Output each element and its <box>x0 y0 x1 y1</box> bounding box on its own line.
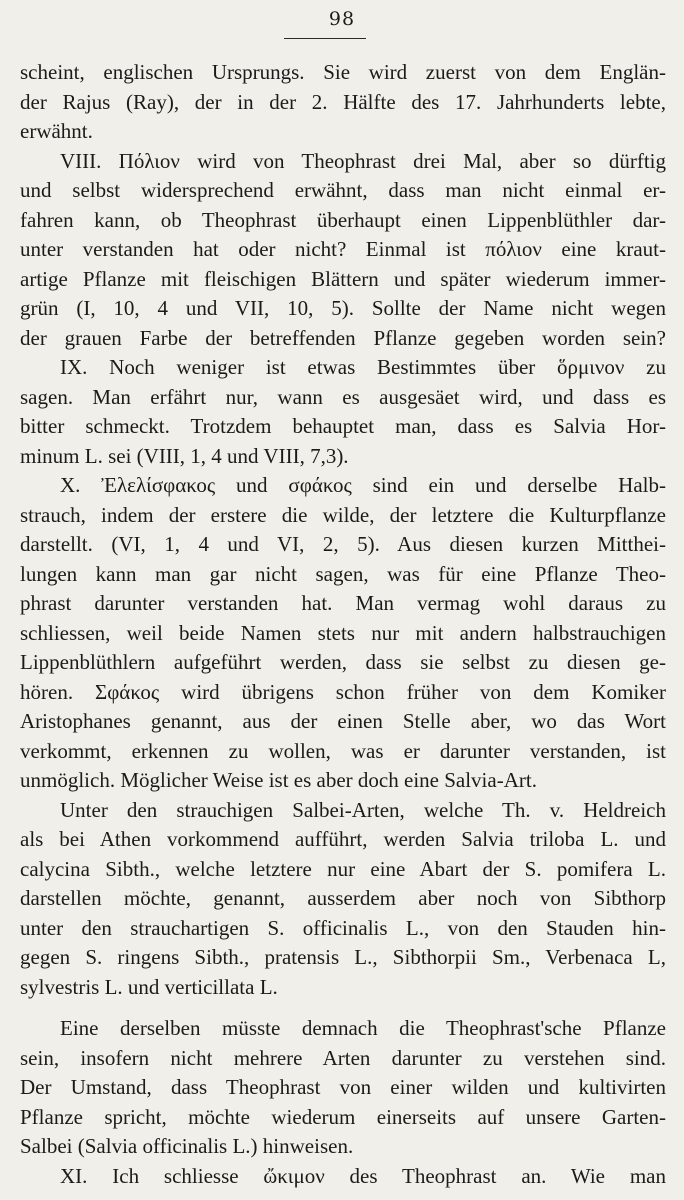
paragraph-gap <box>20 1002 666 1014</box>
text-line: phrast darunter verstanden hat. Man vermag wohl daraus zu <box>20 591 666 615</box>
body-text <box>20 58 666 1191</box>
text-line: grün (I, 10, 4 und VII, 10, 5). Sollte der Name nicht wegen <box>20 296 666 320</box>
text-line: bitter schmeckt. Trotzdem behauptet man, dass es Salvia Hor- <box>20 414 666 438</box>
text-line: strauch, indem der erstere die wilde, der letztere die Kulturpflanze <box>20 502 666 527</box>
text-line: unter verstanden hat oder nicht? Einmal ist πόλιον eine kraut- <box>20 237 666 261</box>
text-line: darstellen möchte, genannt, ausserdem aber noch von Sibthorp <box>20 886 666 910</box>
text-line: fahren kann, ob Theophrast überhaupt einen Lippenblüthler dar- <box>20 207 666 232</box>
text-line: hören. Σφάκος wird übrigens schon früher von dem Komiker <box>20 679 666 704</box>
text-line: IX. Noch weniger ist etwas Bestimmtes über ὅρμινον zu <box>60 355 666 379</box>
text-line: Aristophanes genannt, aus der einen Stelle aber, wo das Wort <box>20 709 666 733</box>
text-line: unmöglich. Möglicher Weise ist es aber doch eine Salvia-Art. <box>20 768 537 792</box>
text-line: Pflanze spricht, möchte wiederum einerseits auf unsere Garten- <box>20 1104 666 1129</box>
text-line: XI. Ich schliesse ὤκιμον des Theophrast an. Wie man <box>60 1163 666 1188</box>
text-line: gegen S. ringens Sibth., pratensis L., Sibthorpii Sm., Verbenaca L, <box>20 945 666 969</box>
text-line: calycina Sibth., welche letztere nur eine Abart der S. pomifera L. <box>20 856 666 881</box>
text-line: sein, insofern nicht mehrere Arten darunter zu verstehen sind. <box>20 1045 666 1070</box>
text-line: lungen kann man gar nicht sagen, was für eine Pflanze Theo- <box>20 561 666 586</box>
header-rule <box>284 38 366 39</box>
text-line: X. Ἐλελίσφακος und σφάκος sind ein und derselbe Halb- <box>60 473 666 497</box>
text-line: verkommt, erkennen zu wollen, was er darunter verstanden, ist <box>20 738 666 763</box>
text-line: VIII. Πόλιον wird von Theophrast drei Mal, aber so dürftig <box>60 148 666 173</box>
page-number: 98 <box>328 8 356 30</box>
text-line: Der Umstand, dass Theophrast von einer wilden und kultivirten <box>20 1075 666 1099</box>
text-line: Unter den strauchigen Salbei-Arten, welche Th. v. Heldreich <box>60 797 666 822</box>
text-line: der grauen Farbe der betreffenden Pflanze gegeben worden sein? <box>20 325 666 350</box>
text-line: artige Pflanze mit fleischigen Blättern und später wiederum immer- <box>20 266 666 291</box>
text-line: darstellt. (VI, 1, 4 und VI, 2, 5). Aus diesen kurzen Mitthei- <box>20 532 666 556</box>
text-line: Eine derselben müsste demnach die Theophrast'sche Pflanze <box>60 1016 666 1040</box>
text-line: minum L. sei (VIII, 1, 4 und VIII, 7,3). <box>20 443 349 468</box>
text-line: unter den strauchartigen S. officinalis L., von den Stauden hin- <box>20 915 666 940</box>
text-line: als bei Athen vorkommend aufführt, werden Salvia triloba L. und <box>20 827 666 851</box>
text-line: scheint, englischen Ursprungs. Sie wird zuerst von dem Englän- <box>20 60 666 84</box>
text-line: erwähnt. <box>20 119 93 143</box>
text-line: Lippenblüthlern aufgeführt werden, dass sie selbst zu diesen ge- <box>20 650 666 674</box>
text-line: und selbst widersprechend erwähnt, dass man nicht einmal er- <box>20 178 666 202</box>
text-line: schliessen, weil beide Namen stets nur mit andern halbstrauchigen <box>20 620 666 645</box>
text-line: sagen. Man erfährt nur, wann es ausgesäet wird, und dass es <box>20 384 666 409</box>
text-line: sylvestris L. und verticillata L. <box>20 974 278 999</box>
text-line: Salbei (Salvia officinalis L.) hinweisen. <box>20 1134 354 1158</box>
text-line: der Rajus (Ray), der in der 2. Hälfte des 17. Jahrhunderts lebte, <box>20 89 666 114</box>
